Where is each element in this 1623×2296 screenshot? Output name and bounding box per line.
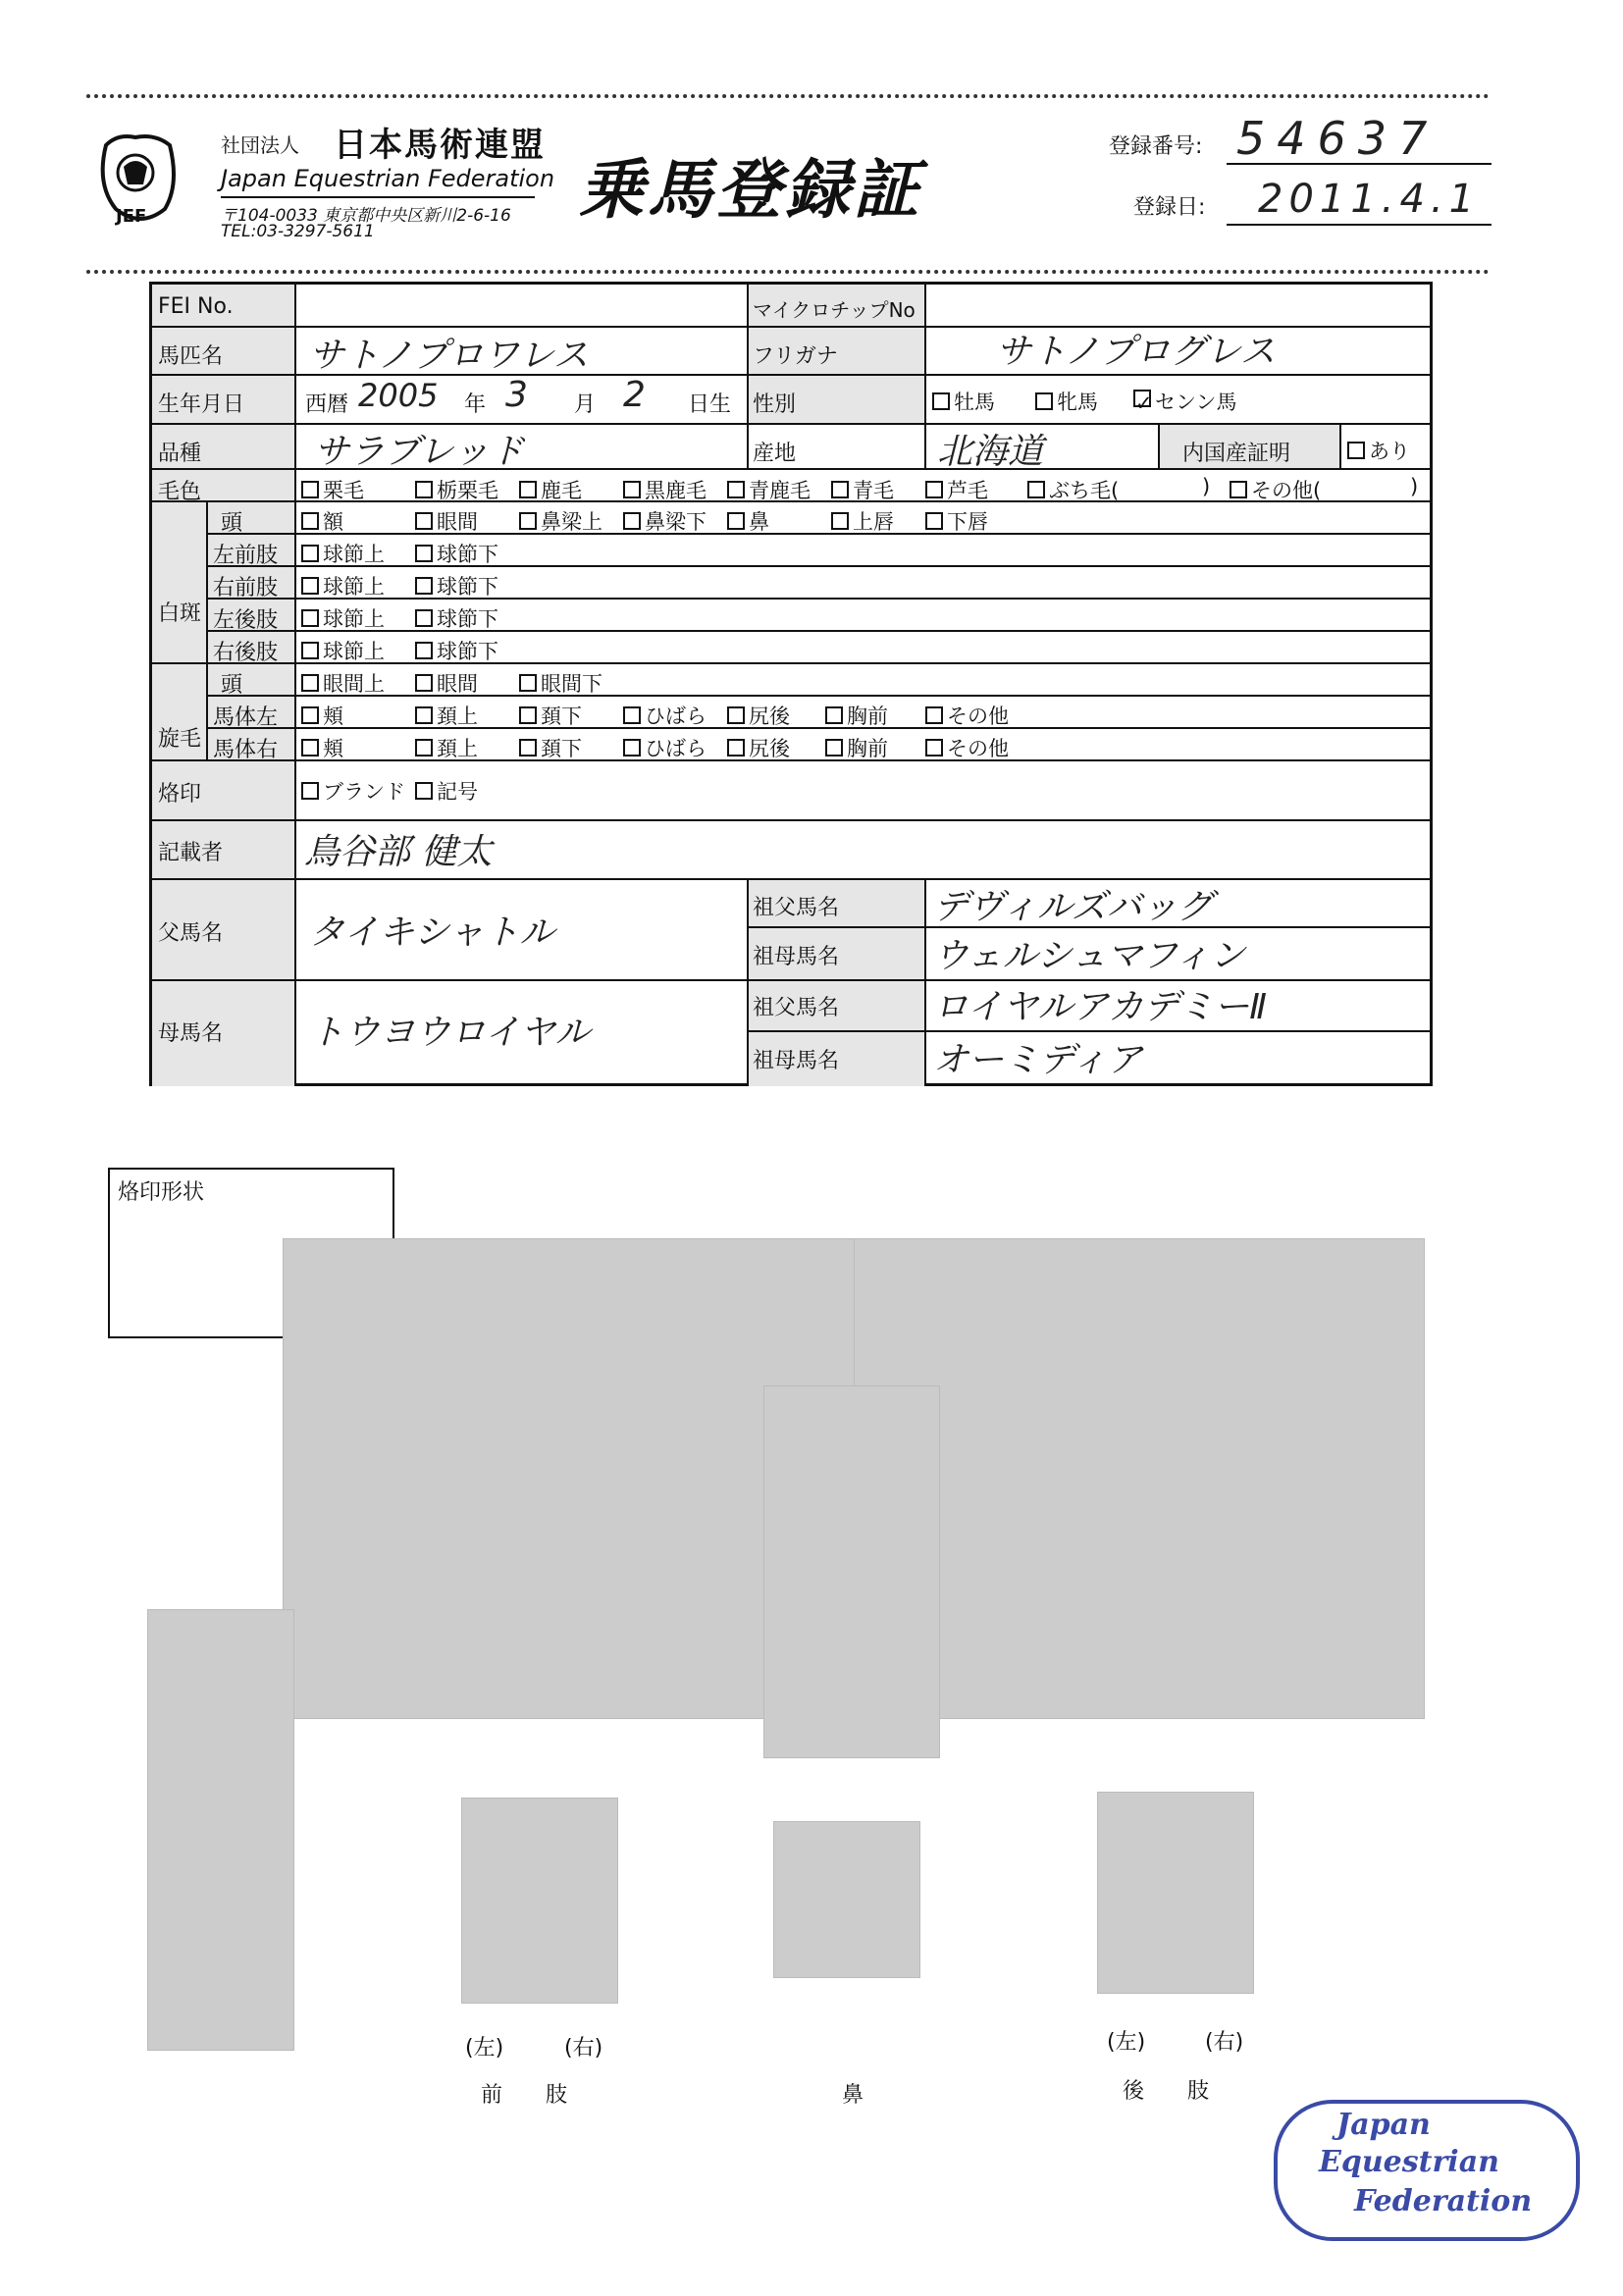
checked-checkbox-icon (415, 739, 433, 757)
color-option[interactable]: ぶち毛( (1027, 475, 1119, 504)
whorl-row-label: 馬体右 (213, 738, 279, 762)
checkbox-icon (415, 642, 433, 659)
checkbox-icon (301, 545, 319, 562)
checked-checkbox-icon: ✓ (1135, 391, 1153, 415)
white-row-option[interactable]: 球節下 (415, 539, 498, 568)
granddam2-value[interactable]: オーミディア (933, 1040, 1143, 1080)
fei-label: FEI No. (158, 294, 234, 319)
rule (206, 565, 1430, 567)
reg-date-value: 2011.4.1 (1258, 177, 1481, 222)
white-row-label: 左後肢 (213, 608, 279, 633)
hindlegs-placeholder (1097, 1792, 1254, 1994)
checkbox-icon (301, 782, 319, 800)
birth-day-unit: 日生 (688, 392, 732, 417)
white-row-option[interactable]: 球節下 (415, 571, 498, 600)
brand-shape-label: 烙印形状 (118, 1180, 205, 1205)
breed-label: 品種 (158, 442, 202, 466)
horse-name-label: 馬匹名 (158, 344, 224, 369)
checkbox-icon (623, 739, 641, 757)
whorl-option[interactable]: ひばら (623, 701, 707, 730)
color-option[interactable]: 青毛 (831, 475, 894, 504)
hind-caption: 後 肢 (1123, 2079, 1210, 2104)
checkbox-icon (925, 739, 943, 757)
checkbox-icon (519, 706, 537, 724)
checkbox-icon (1230, 481, 1247, 498)
hind-right-label: (右) (1205, 2030, 1244, 2055)
horse-top-view-placeholder (147, 1609, 294, 2051)
grandsire1-value[interactable]: デヴィルズバッグ (933, 887, 1213, 927)
white-head-option[interactable]: 眼間 (415, 506, 478, 536)
checked-checkbox-icon (301, 674, 319, 692)
color-option[interactable]: 芦毛 (925, 475, 988, 504)
checkbox-icon (925, 512, 943, 530)
coat-color-label: 毛色 (158, 480, 202, 504)
sex-option-mare[interactable]: 牝馬 (1035, 387, 1098, 416)
federation-stamp (1274, 2100, 1580, 2241)
reg-date-field (1227, 169, 1492, 226)
checkbox-icon (301, 706, 319, 724)
whorl-head-option[interactable]: 眼間 (415, 668, 478, 698)
whorl-head-option[interactable]: 眼間下 (519, 668, 602, 698)
white-row-option[interactable]: 球節上 (301, 571, 385, 600)
checkbox-icon (415, 609, 433, 627)
horse-head-front-placeholder (763, 1385, 940, 1758)
whorl-option[interactable]: 尻後 (727, 701, 790, 730)
checked-checkbox-icon (1347, 442, 1365, 459)
birth-day-value[interactable]: 2 (623, 375, 646, 415)
white-row-option[interactable]: 球節上 (301, 636, 385, 665)
birth-year-value[interactable]: 2005 (358, 377, 439, 414)
checkbox-icon (415, 674, 433, 692)
reg-number-label: 登録番号: (1109, 134, 1203, 159)
breed-value[interactable]: サラブレッド (314, 432, 525, 472)
color-option-close: ) (1202, 475, 1211, 498)
whorl-option[interactable]: 頬 (301, 701, 343, 730)
reg-number-field (1227, 108, 1492, 165)
rule (206, 727, 1430, 729)
checkbox-icon (415, 545, 433, 562)
checkbox-icon (727, 706, 745, 724)
whorl-option[interactable]: 尻後 (727, 733, 790, 762)
granddam2-label: 祖母馬名 (753, 1049, 840, 1073)
checkbox-icon (301, 642, 319, 659)
checkbox-icon (519, 739, 537, 757)
brand-option[interactable]: 記号 (415, 776, 478, 806)
grandsire1-label: 祖父馬名 (753, 896, 840, 920)
rule (206, 695, 1430, 697)
white-head-option[interactable]: 下唇 (925, 506, 988, 536)
org-tel: TEL:03-3297-5611 (221, 222, 375, 241)
hind-left-label: (左) (1107, 2030, 1146, 2055)
stamp-line2: Equestrian (1319, 2145, 1499, 2179)
document-title: 乗馬登録証 (579, 151, 922, 228)
white-row-option[interactable]: 球節上 (301, 539, 385, 568)
org-name-jp: 日本馬術連盟 (334, 126, 546, 165)
white-head-option[interactable]: 上唇 (831, 506, 894, 536)
whorl-option[interactable]: 頚上 (415, 733, 478, 762)
white-row-option[interactable]: 球節下 (415, 603, 498, 633)
whorl-option[interactable]: ひばら (623, 733, 707, 762)
checkbox-icon (825, 739, 843, 757)
reg-date-label: 登録日: (1133, 195, 1206, 220)
reg-number-value: 54637 (1236, 112, 1440, 165)
rule (747, 878, 749, 1086)
whorl-option[interactable]: その他 (925, 701, 1009, 730)
sex-label: 性別 (753, 392, 797, 417)
checkbox-icon (623, 481, 641, 498)
writer-label: 記載者 (158, 841, 224, 865)
microchip-label: マイクロチップNo (753, 298, 916, 322)
header-dotted-rule (86, 270, 1490, 274)
granddam1-value[interactable]: ウェルシュマフィン (933, 936, 1246, 976)
nose-label: 鼻 (842, 2083, 864, 2108)
checkbox-icon (1027, 481, 1045, 498)
white-row-label: 左前肢 (213, 544, 279, 568)
checkbox-icon (415, 782, 433, 800)
white-head-option[interactable]: 鼻梁下 (623, 506, 707, 536)
birth-year-unit: 年 (464, 392, 487, 417)
checkbox-icon (301, 481, 319, 498)
brand-label: 烙印 (158, 782, 202, 807)
sire-label: 父馬名 (158, 921, 224, 946)
white-head-option[interactable]: 鼻梁上 (519, 506, 602, 536)
checkbox-icon (1035, 392, 1053, 410)
whorl-row-label: 馬体左 (213, 705, 279, 730)
furigana-label: フリガナ (753, 344, 838, 369)
color-option-close: ) (1410, 475, 1419, 498)
checkbox-icon (727, 512, 745, 530)
checkbox-icon (623, 706, 641, 724)
domestic-cert-label: 内国産証明 (1182, 442, 1291, 466)
stamp-line1: Japan (1336, 2108, 1431, 2142)
checked-checkbox-icon (301, 512, 319, 530)
checkbox-icon (727, 481, 745, 498)
grandsire2-value[interactable]: ロイヤルアカデミーⅡ (933, 987, 1267, 1027)
checkbox-icon (519, 512, 537, 530)
rule (1339, 423, 1341, 468)
birth-month-unit: 月 (574, 392, 597, 417)
fore-caption: 前 肢 (481, 2083, 568, 2108)
org-address: 〒104-0033 東京都中央区新川2-6-16 (221, 206, 511, 226)
white-head-option[interactable]: 額 (301, 506, 343, 536)
checkbox-icon (727, 739, 745, 757)
top-dotted-rule (86, 94, 1490, 98)
org-type: 社団法人 (221, 133, 299, 157)
dam-value[interactable]: トウヨウロイヤル (309, 1013, 591, 1053)
fore-right-label: (右) (564, 2036, 603, 2061)
whorl-option[interactable]: 頚下 (519, 701, 582, 730)
rule (747, 285, 749, 468)
stamp-line3: Federation (1354, 2184, 1533, 2218)
forelegs-placeholder (461, 1798, 618, 2004)
origin-value[interactable]: 北海道 (937, 432, 1044, 472)
rule (206, 630, 1430, 632)
birth-month-value[interactable]: 3 (505, 375, 528, 415)
birth-era: 西暦 (305, 392, 349, 417)
granddam1-label: 祖母馬名 (753, 945, 840, 969)
white-row-label: 右前肢 (213, 576, 279, 600)
color-option[interactable]: 鹿毛 (519, 475, 582, 504)
whorl-option[interactable]: 頚上 (415, 701, 478, 730)
org-name-en: Japan Equestrian Federation (221, 165, 555, 192)
checkbox-icon (825, 706, 843, 724)
fore-left-label: (左) (465, 2036, 504, 2061)
white-head-label: 頭 (221, 511, 243, 536)
whorl-label: 旋毛 (158, 727, 202, 752)
white-row-option[interactable]: 球節下 (415, 636, 498, 665)
jef-logo (86, 116, 184, 234)
checked-checkbox-icon (415, 706, 433, 724)
rule (152, 759, 1430, 761)
sire-value[interactable]: タイキシャトル (309, 913, 555, 953)
whorl-head-option[interactable]: 眼間上 (301, 668, 385, 698)
origin-label: 産地 (753, 442, 797, 466)
sex-option-gelding[interactable]: ✓ センン馬 (1135, 391, 1237, 415)
color-option[interactable]: その他( (1230, 475, 1321, 504)
checkbox-icon (831, 481, 849, 498)
checkbox-icon (925, 706, 943, 724)
birth-date-label: 生年月日 (158, 392, 245, 417)
rule (206, 533, 1430, 535)
rule (924, 878, 926, 1086)
checkbox-icon (415, 577, 433, 595)
logo-text: JEF (116, 206, 147, 227)
checkbox-icon (301, 739, 319, 757)
furigana-value[interactable]: サトノプログレス (996, 332, 1276, 372)
whorl-head-label: 頭 (221, 673, 243, 698)
domestic-cert-option[interactable]: あり (1347, 436, 1410, 465)
white-markings-label: 白斑 (158, 601, 202, 626)
checkbox-icon (301, 609, 319, 627)
whorl-option[interactable]: 頬 (301, 733, 343, 762)
dam-label: 母馬名 (158, 1021, 224, 1046)
checkbox-icon (301, 577, 319, 595)
checkbox-icon (623, 512, 641, 530)
rule (294, 285, 296, 1086)
checkbox-icon (932, 392, 950, 410)
writer-value[interactable]: 鳥谷部 健太 (304, 832, 493, 872)
rule (206, 598, 1430, 600)
checkbox-icon (831, 512, 849, 530)
white-row-label: 右後肢 (213, 641, 279, 665)
org-rule (221, 196, 535, 198)
rule (924, 285, 926, 468)
color-option[interactable]: 栗毛 (301, 475, 364, 504)
nose-view-placeholder (773, 1821, 920, 1978)
checked-checkbox-icon (519, 481, 537, 498)
sex-option-stallion[interactable]: 牡馬 (932, 387, 995, 416)
color-option[interactable]: 青鹿毛 (727, 475, 811, 504)
rule (152, 878, 1430, 880)
rule (1158, 423, 1160, 468)
color-option[interactable]: 黒鹿毛 (623, 475, 707, 504)
grandsire2-label: 祖父馬名 (753, 996, 840, 1020)
checkbox-icon (925, 481, 943, 498)
checkbox-icon (415, 512, 433, 530)
checkbox-icon (519, 674, 537, 692)
registration-form (149, 282, 1433, 1086)
horse-name-value[interactable]: サトノプロワレス (309, 336, 589, 376)
rule (152, 819, 1430, 821)
whorl-option[interactable]: 胸前 (825, 701, 888, 730)
white-head-option[interactable]: 鼻 (727, 506, 769, 536)
whorl-option[interactable]: 頚下 (519, 733, 582, 762)
whorl-option[interactable]: 胸前 (825, 733, 888, 762)
checkbox-icon (415, 481, 433, 498)
color-option[interactable]: 栃栗毛 (415, 475, 498, 504)
rule (206, 500, 208, 759)
whorl-option[interactable]: その他 (925, 733, 1009, 762)
white-row-option[interactable]: 球節上 (301, 603, 385, 633)
brand-option[interactable]: ブランド (301, 776, 405, 806)
